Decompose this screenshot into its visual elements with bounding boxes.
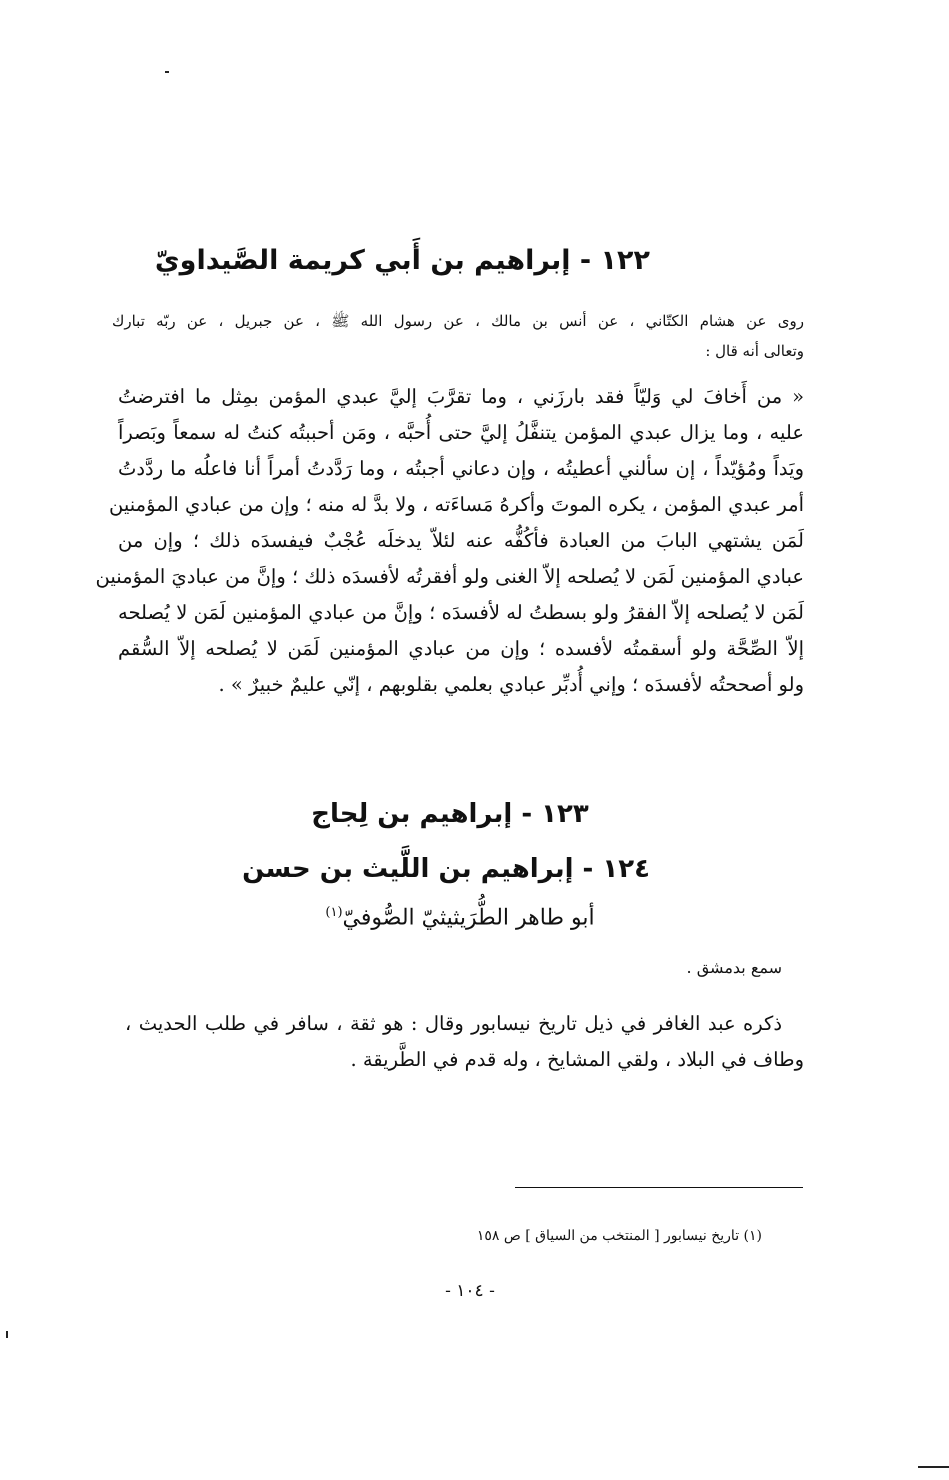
entry-124-line-2: ذكره عبد الغافر في ذيل تاريخ نيسابور وقال : هو ثقة ، سافر في طلب الحديث ، — [125, 1012, 782, 1035]
hadith-line-3: ويَداً ومُؤيّداً ، إن سألني أعطيتُه ، وإن دعاني أجبتُه ، وما رَدَّدتُ أمراً أنا فاعلُه ما ردَّدتُ — [118, 457, 804, 480]
entry-122-heading: ١٢٢ - إبراهيم بن أَبي كريمة الصَّيداويّ — [154, 245, 650, 276]
hadith-line-7: لَمَن لا يُصلحه إلاّ الفقرُ ولو بسطتُ له لأفسدَه ؛ وإنَّ من عبادي المؤمنين لَمَن لا يُصلحه — [118, 601, 804, 624]
hadith-line-8: إلاّ الصِّحَّة ولو أسقمتُه لأفسده ؛ وإن من عبادي المؤمنين لَمَن لا يُصلحه إلاّ السُّقم — [118, 637, 804, 660]
entry-122-intro-line-1: روى عن هشام الكتّاني ، عن أنس بن مالك ، عن رسول الله ﷺ ، عن جبريل ، عن ربّه تبارك — [112, 312, 804, 330]
hadith-line-1: « من أَخافَ لي وَليّاً فقد بارزَني ، وما تقرَّبَ إليَّ عبدي المؤمن بمِثل ما افترضتُ — [118, 385, 804, 408]
entry-122-intro-line-2: وتعالى أنه قال : — [705, 342, 804, 360]
hadith-line-6: عبادي المؤمنين لَمَن لا يُصلحه إلاّ الغنى ولو أفقرتُه لأفسدَه ذلك ؛ وإنَّ من عباديَ المؤمنين — [95, 565, 804, 588]
scan-speck — [165, 71, 169, 73]
entry-124-heading: ١٢٤ - إبراهيم بن اللَّيث بن حسن — [242, 854, 650, 884]
hadith-line-4: أمر عبدي المؤمن ، يكره الموتَ وأكرهُ مَساءَته ، ولا بدَّ له منه ؛ وإن من عبادي المؤمنين — [109, 493, 804, 516]
footnote-separator — [515, 1187, 803, 1188]
footnote-ref: (١) — [325, 905, 343, 920]
entry-124-line-1: سمع بدمشق . — [686, 958, 782, 977]
entry-124-subheading — [300, 895, 620, 936]
footnote-text: (١) تاريخ نيسابور [ المنتخب من السياق ] ص ١٥٨ — [476, 1228, 762, 1244]
entry-124-line-3: وطاف في البلاد ، ولقي المشايخ ، وله قدم في الطَّريقة . — [350, 1048, 804, 1071]
hadith-line-9: ولو أصححتُه لأفسدَه ؛ وإني أُدبِّر عبادي بعلمي بقلوبهم ، إنّي عليمٌ خبيرٌ » . — [218, 673, 804, 696]
scan-speck — [6, 1331, 8, 1338]
subheading-text: أبو طاهر الطُّرَيثيثيّ الصُّوفيّ — [342, 905, 595, 931]
page-number: - ١٠٤ - — [445, 1281, 495, 1301]
hadith-line-2: عليه ، وما يزال عبدي المؤمن يتنفَّلُ إليَّ حتى أُحبَّه ، ومَن أحببتُه كنتُ له سمعاً وبَصراً — [118, 421, 804, 444]
scan-edge-line — [918, 1466, 949, 1468]
entry-123-heading: ١٢٣ - إبراهيم بن لِجاج — [311, 799, 589, 829]
hadith-line-5: لَمَن يشتهي البابَ من العبادة فأكُفُّه عنه لئلاّ يدخلَه عُجْبٌ فيفسدَه ذلك ؛ وإن من — [118, 529, 804, 552]
